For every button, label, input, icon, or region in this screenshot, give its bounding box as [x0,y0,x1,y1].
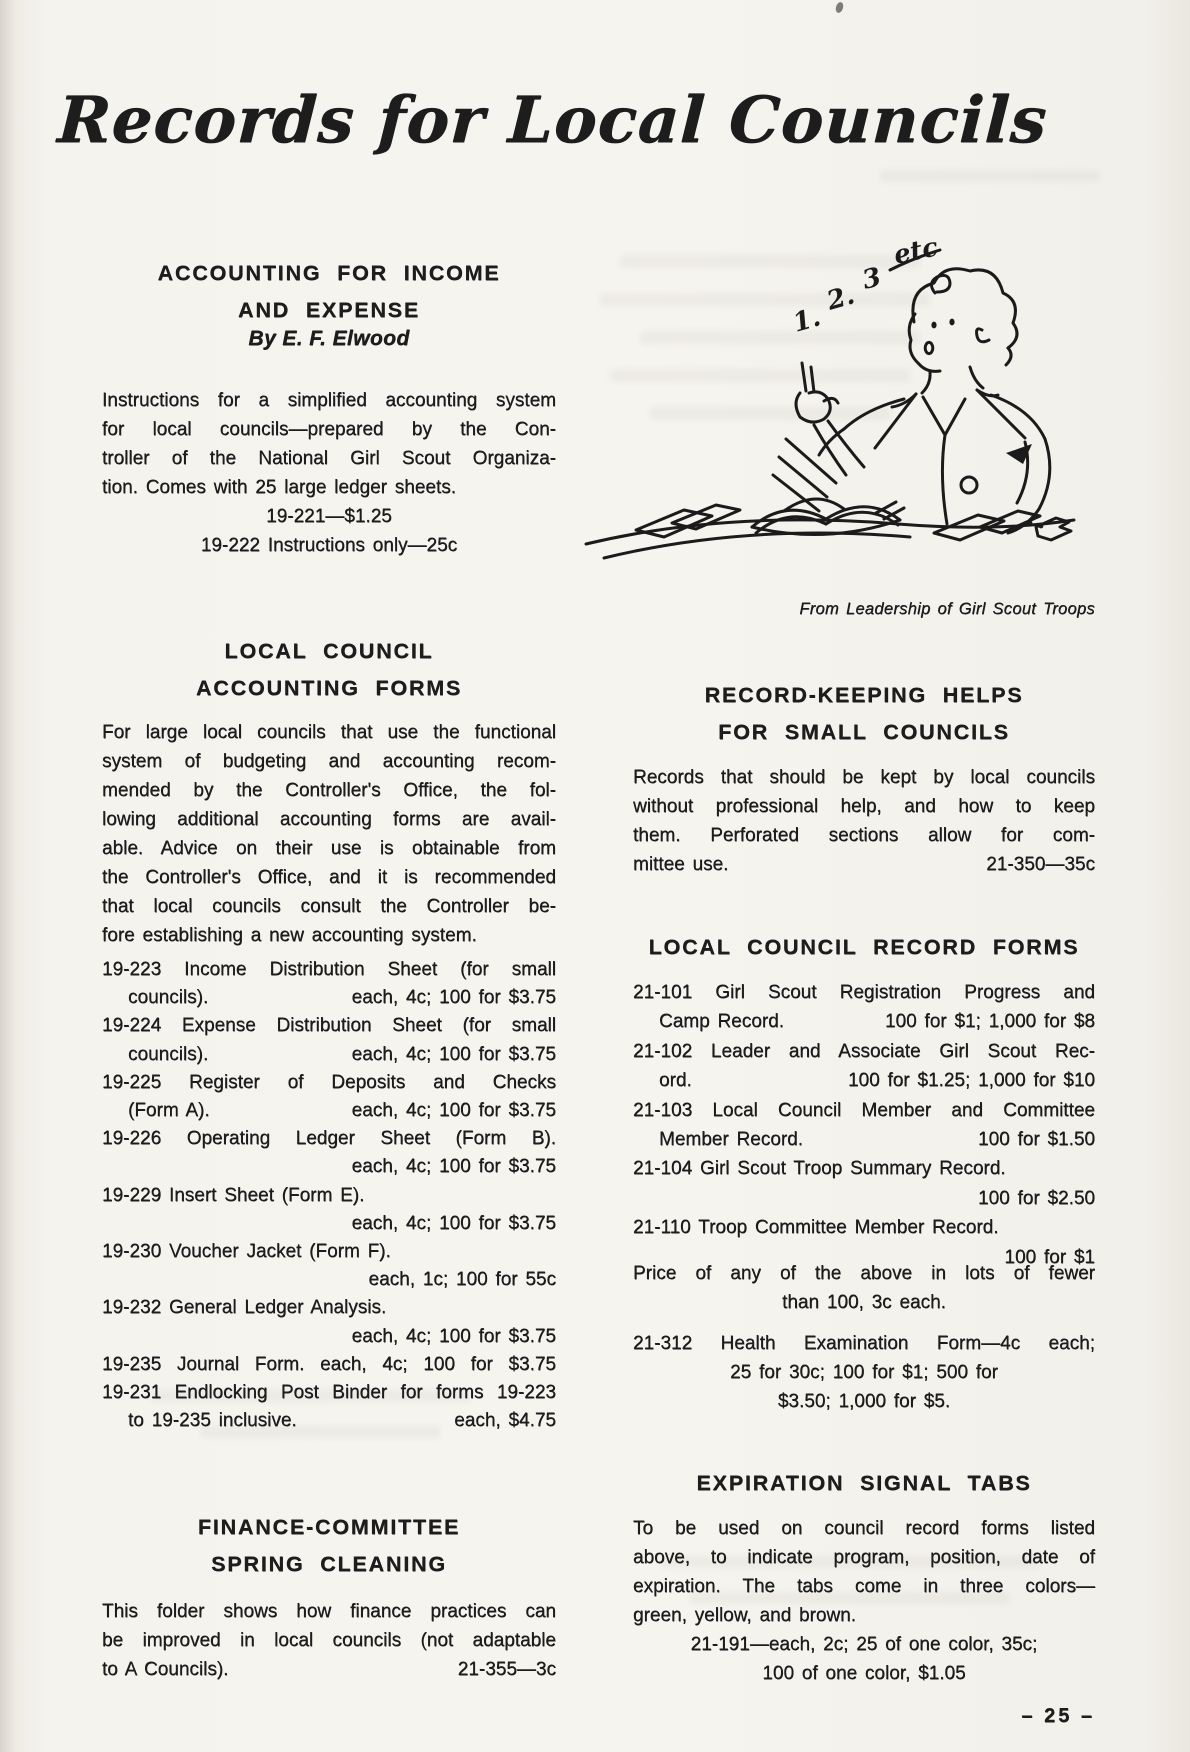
text-line: Price of any of the above in lots of fewer [633,1263,1095,1284]
accounting-forms-items [102,956,556,1435]
text-line: each, 4c; 100 for $3.75 [351,1156,556,1178]
heading-line: ACCOUNTING FORMS [195,676,463,700]
text-line: 25 for 30c; 100 for $1; 500 for [730,1362,998,1383]
text-line: councils). each, 4c; 100 for $3.75 [128,987,556,1009]
caption-prefix: From [799,600,846,618]
text-line: 19-222 Instructions only—25c [200,535,458,556]
record-forms-note [633,1259,1095,1317]
heading-line: AND EXPENSE [238,298,420,322]
section-heading-finance-committee [102,1509,556,1583]
text-line: each, 4c; 100 for $3.75 [351,1212,556,1234]
record-keeping-paragraph [633,763,1095,879]
heading-line: EXPIRATION SIGNAL TABS [696,1471,1032,1495]
text-line: the Controller's Office, and it is recommended [102,867,556,888]
page-title: Records for Local Councils [55,83,1050,158]
text-line: Records that should be kept by local councils [633,767,1095,788]
count-3: 3 [859,262,885,296]
right-column [633,0,1095,1752]
heading-line: SPRING CLEANING [211,1552,447,1576]
text-line: 19-231 Endlocking Post Binder for forms 19-223 [102,1382,556,1404]
text-line: troller of the National Girl Scout Organiza- [102,448,556,469]
heading-line: LOCAL COUNCIL RECORD FORMS [648,935,1080,959]
section-heading-record-forms [633,929,1095,966]
text-line: without professional help, and how to keep [633,796,1095,817]
text-line: mended by the Controller's Office, the fol- [102,780,556,801]
text-line: be improved in local councils (not adaptable [102,1630,556,1651]
text-line: that local councils consult the Controller be- [102,896,556,917]
text-line: system of budgeting and accounting recom- [102,751,556,772]
text-line: councils). each, 4c; 100 for $3.75 [128,1043,556,1065]
section-heading-record-keeping [633,677,1095,751]
text-line: expiration. The tabs come in three colors— [633,1576,1095,1597]
text-line: them. Perforated sections allow for com- [633,825,1095,846]
text-line: $3.50; 1,000 for $5. [777,1391,951,1412]
text-line: 19-223 Income Distribution Sheet (for small [102,959,556,980]
text-line: above, to indicate program, position, date of [633,1547,1095,1568]
text-line: 19-235 Journal Form. each, 4c; 100 for $3.75 [102,1353,556,1375]
health-exam-form-entry [633,1329,1095,1416]
section-heading-expiration-tabs [633,1465,1095,1502]
text-line: 100 for $2.50 [978,1187,1095,1209]
text-line: Instructions for a simplified accounting system [102,390,556,411]
text-line: 19-229 Insert Sheet (Form E). [102,1184,365,1206]
section-heading-accounting-forms [102,633,556,707]
text-line: 21-191—each, 2c; 25 of one color, 35c; [690,1634,1038,1655]
count-1: 1. [789,302,825,339]
text-line: fore establishing a new accounting system. [102,925,477,946]
text-line: each, 1c; 100 for 55c [368,1269,556,1291]
text-line: 21-104 Girl Scout Troop Summary Record. [633,1158,1006,1180]
text-line: 19-224 Expense Distribution Sheet (for small [102,1015,556,1037]
text-line: 21-101 Girl Scout Registration Progress and [633,982,1095,1003]
text-line: for local councils—prepared by the Con- [102,419,556,440]
illustration-caption [633,600,1095,619]
heading-line: LOCAL COUNCIL [224,639,434,663]
page-number: – 25 – [1021,1705,1095,1727]
text-line: than 100, 3c each. [782,1292,946,1313]
byline: By E. F. Elwood [248,327,410,350]
text-line: 100 of one color, $1.05 [762,1663,966,1684]
text-line: 19-232 General Ledger Analysis. [102,1297,387,1319]
text-line: 21-103 Local Council Member and Committee [633,1099,1095,1121]
text-line: 21-110 Troop Committee Member Record. [633,1217,999,1239]
text-line: 21-102 Leader and Associate Girl Scout Rec- [633,1040,1095,1062]
text-line: 21-312 Health Examination Form—4c each; [633,1333,1095,1354]
text-line: 19-221—$1.25 [266,506,392,527]
accounting-forms-intro [102,718,556,950]
heading-line: RECORD-KEEPING HELPS [704,683,1024,707]
section-heading-accounting-income [102,255,556,329]
left-column [102,0,556,1752]
text-line: 19-230 Voucher Jacket (Form F). [102,1241,391,1263]
text-line: able. Advice on their use is obtainable from [102,838,556,859]
count-2: 2. [823,280,859,317]
text-line: Member Record. 100 for $1.50 [659,1129,1095,1151]
text-line: Camp Record. 100 for $1; 1,000 for $8 [659,1011,1095,1033]
text-line: This folder shows how finance practices can [102,1601,556,1622]
text-line: lowing additional accounting forms are avail- [102,809,556,830]
text-line: 19-225 Register of Deposits and Checks [102,1071,556,1093]
expiration-tabs-paragraph [633,1514,1095,1688]
accounting-income-paragraph [102,386,556,560]
caption-book-title: Leadership of Girl Scout Troops [845,600,1095,618]
record-forms-items [633,978,1095,1272]
heading-line: ACCOUNTING FOR INCOME [157,261,501,285]
text-line: (Form A). each, 4c; 100 for $3.75 [128,1100,556,1122]
text-line: tion. Comes with 25 large ledger sheets. [102,477,457,498]
text-line: For large local councils that use the functional [102,722,556,743]
text-line: to 19-235 inclusive. each, $4.75 [128,1410,556,1432]
text-line: To be used on council record forms listed [633,1518,1095,1539]
heading-line: FOR SMALL COUNCILS [718,720,1010,744]
text-line: to A Councils). 21-355—3c [102,1659,556,1680]
text-line: green, yellow, and brown. [633,1605,856,1626]
text-line: 19-226 Operating Ledger Sheet (Form B). [102,1128,556,1150]
count-etc: etc [891,232,941,271]
text-line: each, 4c; 100 for $3.75 [351,1325,556,1347]
text-line: mittee use. 21-350—35c [633,854,1095,875]
heading-line: FINANCE-COMMITTEE [197,1515,461,1539]
text-line: ord. 100 for $1.25; 1,000 for $10 [659,1070,1095,1092]
text-line: 100 for $1 [1004,1246,1095,1268]
finance-committee-paragraph [102,1597,556,1684]
